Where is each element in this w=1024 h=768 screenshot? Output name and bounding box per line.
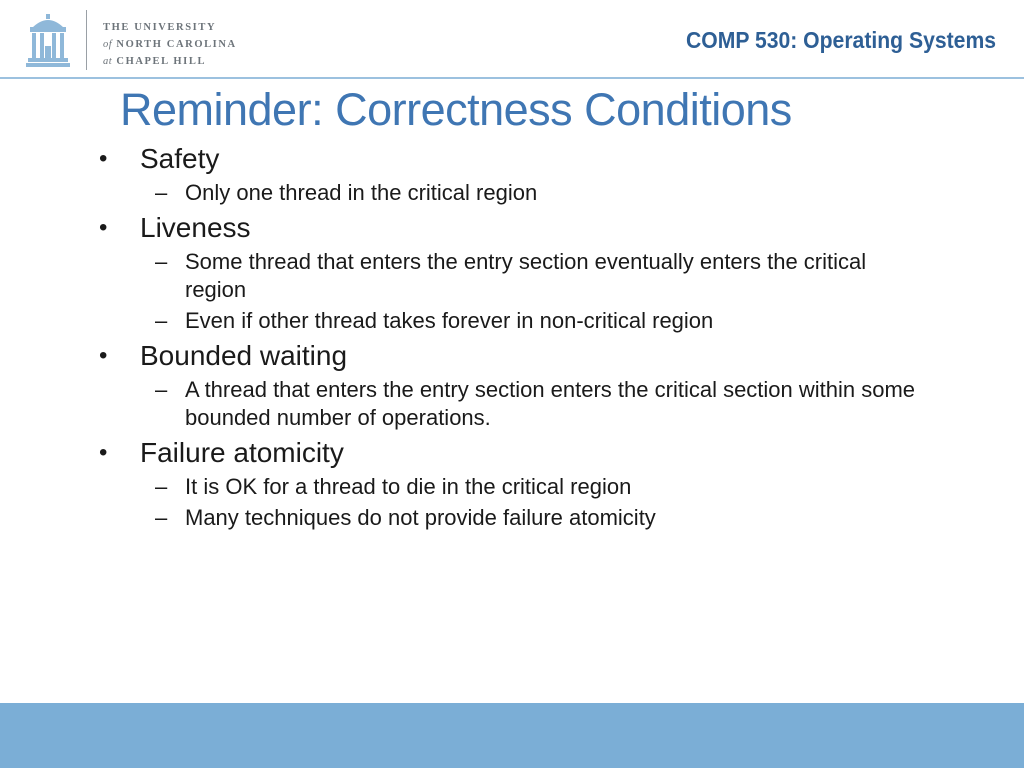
bullet-text: Safety — [140, 143, 220, 174]
bullet-item — [97, 142, 917, 176]
sub-bullet-text: Only one thread in the critical region — [185, 180, 538, 205]
university-wordmark — [103, 19, 237, 70]
sub-bullet-item — [97, 248, 917, 304]
dash-glyph: – — [155, 180, 168, 205]
bullet-item — [97, 211, 917, 245]
bullet-text: Bounded waiting — [140, 340, 348, 371]
dash-glyph: – — [155, 474, 168, 499]
slide-header — [0, 0, 1024, 78]
bullet-glyph: • — [99, 214, 108, 241]
university-line-2-prefix: of — [103, 39, 113, 50]
dash-glyph: – — [155, 377, 168, 402]
university-line-3 — [103, 53, 237, 70]
sub-bullet-text: Many techniques do not provide failure atomicity — [185, 505, 656, 530]
sub-bullet-text: A thread that enters the entry section enters the critical section within some bounded number of operations. — [185, 377, 916, 430]
bullet-text: Failure atomicity — [140, 437, 344, 468]
sub-bullet-item — [97, 179, 917, 207]
sub-bullet-item — [97, 504, 917, 532]
sub-bullet-item — [97, 473, 917, 501]
sub-bullet-item — [97, 307, 917, 335]
bullet-glyph: • — [99, 145, 108, 172]
university-line-3-text: CHAPEL HILL — [116, 56, 207, 67]
sub-bullet-text: Some thread that enters the entry section eventually enters the critical region — [185, 249, 867, 302]
header-divider — [0, 77, 1024, 79]
bullet-item — [97, 339, 917, 373]
bullet-glyph: • — [99, 439, 108, 466]
dash-glyph: – — [155, 308, 168, 333]
university-line-1 — [103, 19, 237, 36]
university-line-2-text: NORTH CAROLINA — [116, 39, 237, 50]
bullet-item — [97, 436, 917, 470]
university-line-1-text: THE UNIVERSITY — [103, 22, 217, 33]
sub-bullet-text: It is OK for a thread to die in the critical region — [185, 474, 632, 499]
dash-glyph: – — [155, 249, 168, 274]
sub-bullet-item — [97, 376, 917, 432]
bullet-text: Liveness — [140, 212, 251, 243]
bullet-list — [97, 138, 917, 535]
sub-bullet-text: Even if other thread takes forever in non-critical region — [185, 308, 714, 333]
logo-divider — [86, 10, 87, 70]
slide-title: Reminder: Correctness Conditions — [120, 84, 792, 135]
course-title: COMP 530: Operating Systems — [685, 27, 996, 53]
dash-glyph: – — [155, 505, 168, 530]
old-well-icon — [26, 12, 70, 68]
university-line-3-prefix: at — [103, 56, 113, 67]
footer-band — [0, 703, 1024, 768]
university-line-2 — [103, 36, 237, 53]
bullet-glyph: • — [99, 342, 108, 369]
